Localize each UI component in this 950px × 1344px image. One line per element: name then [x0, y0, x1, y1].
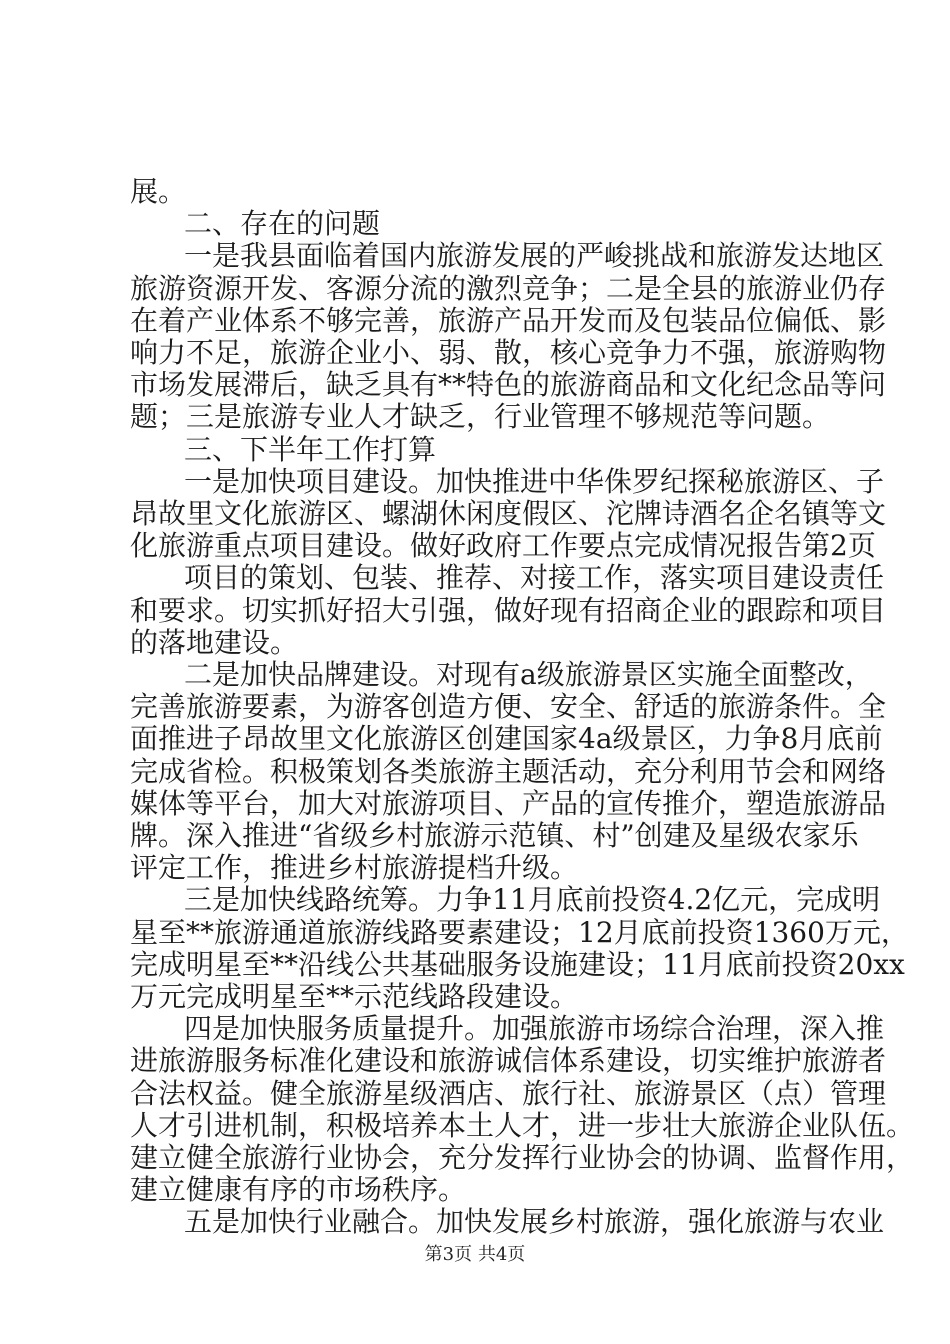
text-line: 题；三是旅游专业人才缺乏，行业管理不够规范等问题。	[130, 400, 831, 433]
text-line: 五是加快行业融合。加快发展乡村旅游，强化旅游与农业	[184, 1205, 885, 1238]
text-line: 的落地建设。	[130, 626, 299, 659]
text-line: 完善旅游要素，为游客创造方便、安全、舒适的旅游条件。全	[130, 690, 887, 723]
text-line: 星至**旅游通道旅游线路要素建设；12月底前投资1360万元，	[130, 916, 909, 949]
section-heading: 二、存在的问题	[184, 207, 381, 240]
text-line: 展。	[130, 175, 187, 208]
text-line: 市场发展滞后，缺乏具有**特色的旅游商品和文化纪念品等问	[130, 368, 887, 401]
text-line: 人才引进机制，积极培养本土人才，进一步壮大旅游企业队伍。	[130, 1109, 915, 1142]
text-line: 合法权益。健全旅游星级酒店、旅行社、旅游景区（点）管理	[130, 1077, 887, 1110]
text-line: 万元完成明星至**示范线路段建设。	[130, 980, 579, 1013]
text-line: 昂故里文化旅游区、螺湖休闲度假区、沱牌诗酒名企名镇等文	[130, 497, 887, 530]
text-line: 媒体等平台，加大对旅游项目、产品的宣传推介，塑造旅游品	[130, 787, 887, 820]
section-heading: 三、下半年工作打算	[184, 433, 437, 466]
text-line: 建立健康有序的市场秩序。	[130, 1173, 467, 1206]
text-line: 建立健全旅游行业协会，充分发挥行业协会的协调、监督作用，	[130, 1141, 915, 1174]
text-line: 响力不足，旅游企业小、弱、散，核心竞争力不强，旅游购物	[130, 336, 887, 369]
text-line: 进旅游服务标准化建设和旅游诚信体系建设，切实维护旅游者	[130, 1044, 887, 1077]
page-number-footer: 第3页 共4页	[424, 1244, 526, 1265]
text-line: 一是我县面临着国内旅游发展的严峻挑战和旅游发达地区	[184, 239, 885, 272]
text-line: 评定工作，推进乡村旅游提档升级。	[130, 851, 579, 884]
text-line: 牌。深入推进“省级乡村旅游示范镇、村”创建及星级农家乐	[130, 819, 859, 852]
text-line: 化旅游重点项目建设。做好政府工作要点完成情况报告第2页	[130, 529, 876, 562]
text-line: 三是加快线路统筹。力争11月底前投资4.2亿元，完成明	[184, 883, 881, 916]
text-line: 项目的策划、包装、推荐、对接工作，落实项目建设责任	[184, 561, 885, 594]
text-line: 和要求。切实抓好招大引强，做好现有招商企业的跟踪和项目	[130, 594, 887, 627]
text-line: 完成明星至**沿线公共基础服务设施建设；11月底前投资20xx	[130, 948, 905, 981]
text-line: 一是加快项目建设。加快推进中华侏罗纪探秘旅游区、子	[184, 465, 885, 498]
text-line: 旅游资源开发、客源分流的激烈竞争；二是全县的旅游业仍存	[130, 272, 887, 305]
text-line: 面推进子昂故里文化旅游区创建国家4a级景区，力争8月底前	[130, 722, 883, 755]
text-line: 在着产业体系不够完善，旅游产品开发而及包装品位偏低、影	[130, 304, 887, 337]
text-line: 完成省检。积极策划各类旅游主题活动，充分利用节会和网络	[130, 755, 887, 788]
text-line: 二是加快品牌建设。对现有a级旅游景区实施全面整改，	[184, 658, 873, 691]
text-line: 四是加快服务质量提升。加强旅游市场综合治理，深入推	[184, 1012, 885, 1045]
